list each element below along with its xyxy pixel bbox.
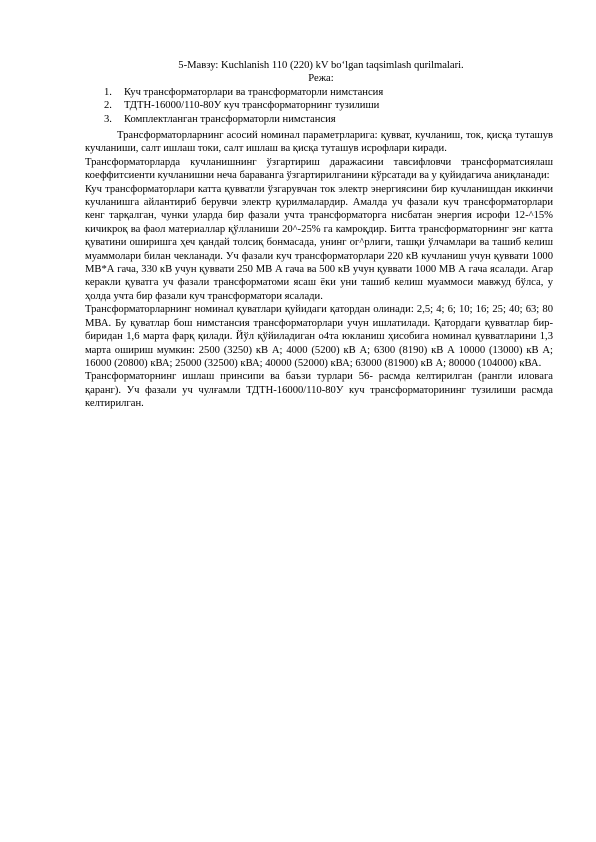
plan-item [104, 99, 544, 112]
paragraph-nominal-power: Трансформаторларнинг номинал қуватлари қуйидаги қатордан олинади: 2,5; 4; 6; 10; 16; 25; 40; 63; 80 МВА. Бу қуватлар бош нимстансия трансформаторлари учун ишлатилади. Қатордаги қувватлар бир-биридан 1,6 марта фарқ қилади. Йўл қўйиладиган о4та юкланиш ҳисобига номинал қувватларини 1,3 марта ошириш мумкин: 2500 (3250) кВ А; 4000 (5200) кВ А; 6300 (8190) кВ А 10000 (13000) кВ А; 16000 (20800) кВА; 25000 (32500) кВА; 40000 (52000) кВА; 63000 (81900) кВ А; 80000 (104000) кВА. [85, 304, 553, 369]
plan-item-number: 1. [104, 87, 112, 98]
plan-item-number: 2. [104, 100, 112, 112]
plan-item-text: Куч трансформаторлари ва трансформаторли нимстансия [124, 87, 384, 98]
paragraph-working-principle: Трансформаторнинг ишлаш принсипи ва баъзи турлари 56- расмда келтирилган (рангли иловага қаранг). Уч фазали уч чулғамли ТДТН-16000/110-80У куч трансформаторининг тузилиши расмда келтирилган. [85, 371, 553, 410]
plan-item-number: 3. [104, 113, 112, 125]
paragraph-power-transformers: Куч трансформаторлари катта қувватли ўзгарувчан ток электр энергиясини бир кучланишдан иккинчи кучланишга айлантириб берувчи электр қурилмалардир. Амалда уч фазали куч трансформаторлари кенг тарқалган, чунки уларда бир фазали учта трансформаторга нисбатан энергия исрофи 12-^15% кичикроқ ва фаол материаллар қўлланиши 20^-25% га камроқдир. Битта трансформаторнинг энг катта қуватини оширишга ҳеч қандай толсиқ бонмасада, унинг ог^рлиги, ташқи ўлчамлари ва ташиб келиш муаммолари билан чекланади. Уч фазали куч трансформаторлари 220 кВ кучланиш учун қуввати 1000 МВ*А гача, 330 кВ учун қуввати 250 МВ А гача ва 500 кВ учун қуввати 1000 МВ А гача ясалади. Агар керакли қуватга уч фазали трансформатоми ясаш ёки уни ташиб келиш муаммоси мавжуд бўлса, у ҳолда учта бир фазали куч трансформатори ясалади. [85, 183, 553, 302]
plan-item-text: Комплектланган трансформаторли нимстансия [124, 113, 336, 125]
plan-item [104, 113, 544, 126]
document-body [85, 129, 553, 411]
plan-item-text: ТДТН-16000/110-80У куч трансформаторнинг тузилиши [124, 100, 380, 112]
document-title: 5-Мавзу: Kuchlanish 110 (220) kV bo‘lgan taqsimlash qurilmalari. [178, 60, 464, 71]
paragraph-transformation-ratio: Трансформаторларда кучланишнинг ўзгартириш даражасини тавсифловчи трансформатсиялаш коеффитсиенти кучланишни неча бараванга ўзгартирилганини кўрсатади ва у қуйидагича аниқланади: [85, 156, 553, 182]
paragraph-parameters: Трансформаторларнинг асосий номинал параметрларига: қувват, кучланиш, ток, қисқа туташув кучланиши, салт ишлаш токи, салт ишлаш ва қисқа туташув исрофлари киради. [85, 130, 553, 155]
plan-heading: Режа: [308, 73, 334, 84]
plan-list [104, 86, 544, 126]
plan-item [104, 86, 544, 99]
